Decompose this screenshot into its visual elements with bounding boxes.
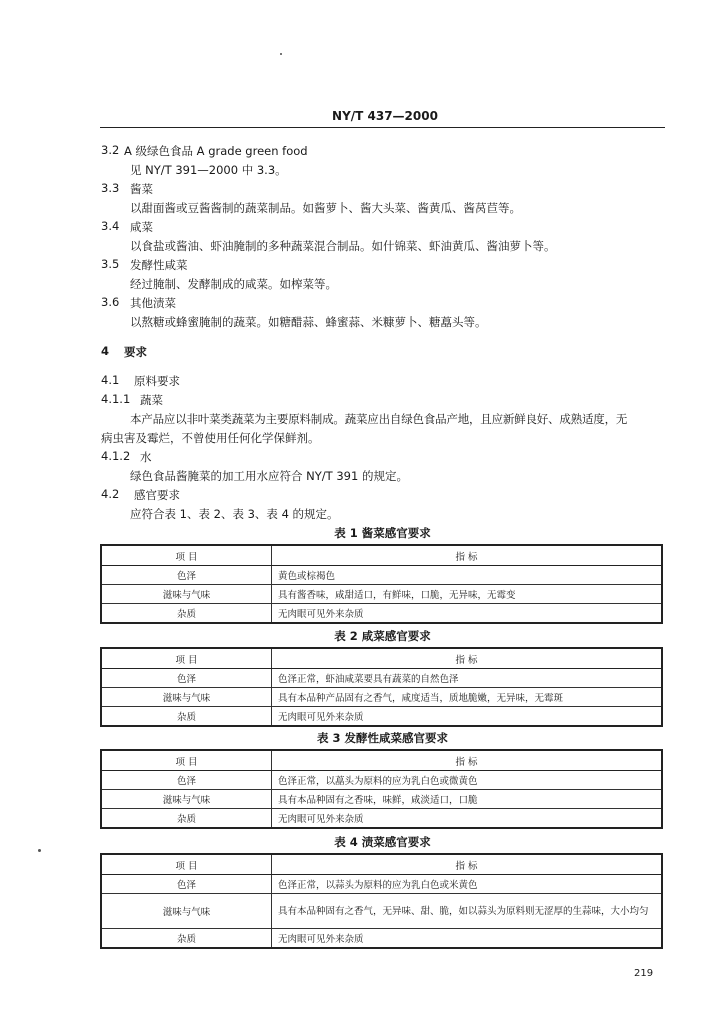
table-header-row	[101, 854, 662, 875]
header-item: 项 目	[101, 854, 272, 875]
table-caption: 表 2 咸菜感官要求	[334, 629, 431, 643]
section-title: 水	[140, 450, 152, 464]
header-indicator: 指 标	[272, 545, 663, 566]
row-label: 杂质	[101, 707, 272, 727]
section-number: 3.5	[101, 257, 120, 271]
section-title: A 级绿色食品 A grade green food	[124, 144, 308, 158]
row-value: 具有本品种产品固有之香气，咸度适当，质地脆嫩，无异味，无霉斑	[272, 688, 663, 707]
section-number: 4.1.1	[101, 392, 131, 406]
row-value: 具有本品种固有之香气，无异味、甜、脆，如以蒜头为原料则无涩厚的生蒜味，大小均匀	[272, 894, 663, 929]
header-indicator: 指 标	[272, 750, 663, 771]
section-number: 3.2	[101, 143, 120, 157]
section-title: 蔬菜	[140, 393, 163, 407]
row-value: 无肉眼可见外来杂质	[272, 604, 663, 624]
table-4	[100, 853, 663, 949]
table-row	[101, 566, 662, 585]
paragraph-line: 本产品应以非叶菜类蔬菜为主要原料制成。蔬菜应出自绿色食品产地，且应新鲜良好、成熟适度，无	[130, 412, 628, 426]
paragraph-line: 病虫害及霉烂，不曾使用任何化学保鲜剂。	[101, 431, 320, 445]
row-value: 无肉眼可见外来杂质	[272, 929, 663, 949]
section-body: 以食盐或酱油、虾油腌制的多种蔬菜混合制品。如什锦菜、虾油黄瓜、酱油萝卜等。	[130, 239, 556, 253]
table-3	[100, 749, 663, 829]
row-label: 滋味与气味	[101, 585, 272, 604]
row-label: 色泽	[101, 566, 272, 585]
section-body: 经过腌制、发酵制成的咸菜。如榨菜等。	[130, 277, 337, 291]
section-number: 3.3	[101, 181, 120, 195]
table-row	[101, 929, 662, 949]
chapter-title: 要求	[124, 345, 147, 359]
header-item: 项 目	[101, 750, 272, 771]
header-rule	[100, 127, 665, 128]
page-number: 219	[634, 968, 654, 979]
row-label: 滋味与气味	[101, 894, 272, 929]
standard-code-header: NY/T 437—2000	[332, 109, 438, 123]
section-title: 原料要求	[134, 374, 180, 388]
row-value: 无肉眼可见外来杂质	[272, 809, 663, 829]
scan-mark	[38, 849, 41, 852]
table-row	[101, 809, 662, 829]
chapter-number: 4	[101, 344, 110, 358]
row-value: 具有酱香味，咸甜适口，有鲜味，口脆，无异味，无霉变	[272, 585, 663, 604]
row-label: 色泽	[101, 771, 272, 790]
table-row	[101, 875, 662, 894]
section-number: 4.1.2	[101, 449, 131, 463]
table-header-row	[101, 648, 662, 669]
section-title: 其他渍菜	[130, 296, 176, 310]
table-row	[101, 585, 662, 604]
row-label: 色泽	[101, 669, 272, 688]
section-body: 以甜面酱或豆酱酱制的蔬菜制品。如酱萝卜、酱大头菜、酱黄瓜、酱莴苣等。	[130, 201, 521, 215]
section-title: 酱菜	[130, 182, 153, 196]
table-row	[101, 790, 662, 809]
section-number: 3.4	[101, 219, 120, 233]
table-caption: 表 3 发酵性咸菜感官要求	[316, 731, 448, 745]
header-item: 项 目	[101, 545, 272, 566]
row-label: 杂质	[101, 604, 272, 624]
section-number: 4.2	[101, 487, 120, 501]
section-number: 4.1	[101, 373, 120, 387]
table-row	[101, 707, 662, 727]
section-title: 发酵性咸菜	[130, 258, 188, 272]
table-header-row	[101, 545, 662, 566]
row-value: 无肉眼可见外来杂质	[272, 707, 663, 727]
scan-mark	[280, 53, 282, 55]
section-title: 咸菜	[130, 220, 153, 234]
section-body: 绿色食品酱腌菜的加工用水应符合 NY/T 391 的规定。	[130, 469, 408, 483]
table-row	[101, 604, 662, 624]
table-2	[100, 647, 663, 727]
section-number: 3.6	[101, 295, 120, 309]
row-label: 色泽	[101, 875, 272, 894]
table-caption: 表 1 酱菜感官要求	[334, 526, 431, 540]
table-row	[101, 669, 662, 688]
table-1	[100, 544, 663, 624]
row-label: 杂质	[101, 809, 272, 829]
section-body: 以熬糖或蜂蜜腌制的蔬菜。如糖醋蒜、蜂蜜蒜、米糠萝卜、糖藠头等。	[130, 315, 487, 329]
row-value: 色泽正常，以藠头为原料的应为乳白色或微黄色	[272, 771, 663, 790]
row-label: 滋味与气味	[101, 790, 272, 809]
row-value: 色泽正常，虾油咸菜要具有蔬菜的自然色泽	[272, 669, 663, 688]
section-body: 应符合表 1、表 2、表 3、表 4 的规定。	[130, 507, 339, 521]
header-indicator: 指 标	[272, 854, 663, 875]
header-indicator: 指 标	[272, 648, 663, 669]
row-value: 色泽正常，以蒜头为原料的应为乳白色或米黄色	[272, 875, 663, 894]
row-label: 滋味与气味	[101, 688, 272, 707]
table-row	[101, 688, 662, 707]
table-header-row	[101, 750, 662, 771]
table-caption: 表 4 渍菜感官要求	[334, 835, 431, 849]
header-item: 项 目	[101, 648, 272, 669]
section-body: 见 NY/T 391—2000 中 3.3。	[130, 163, 287, 177]
row-value: 黄色或棕褐色	[272, 566, 663, 585]
row-value: 具有本品种固有之香味，味鲜，咸淡适口，口脆	[272, 790, 663, 809]
row-label: 杂质	[101, 929, 272, 949]
section-title: 感官要求	[134, 488, 180, 502]
table-row	[101, 771, 662, 790]
table-row	[101, 894, 662, 929]
